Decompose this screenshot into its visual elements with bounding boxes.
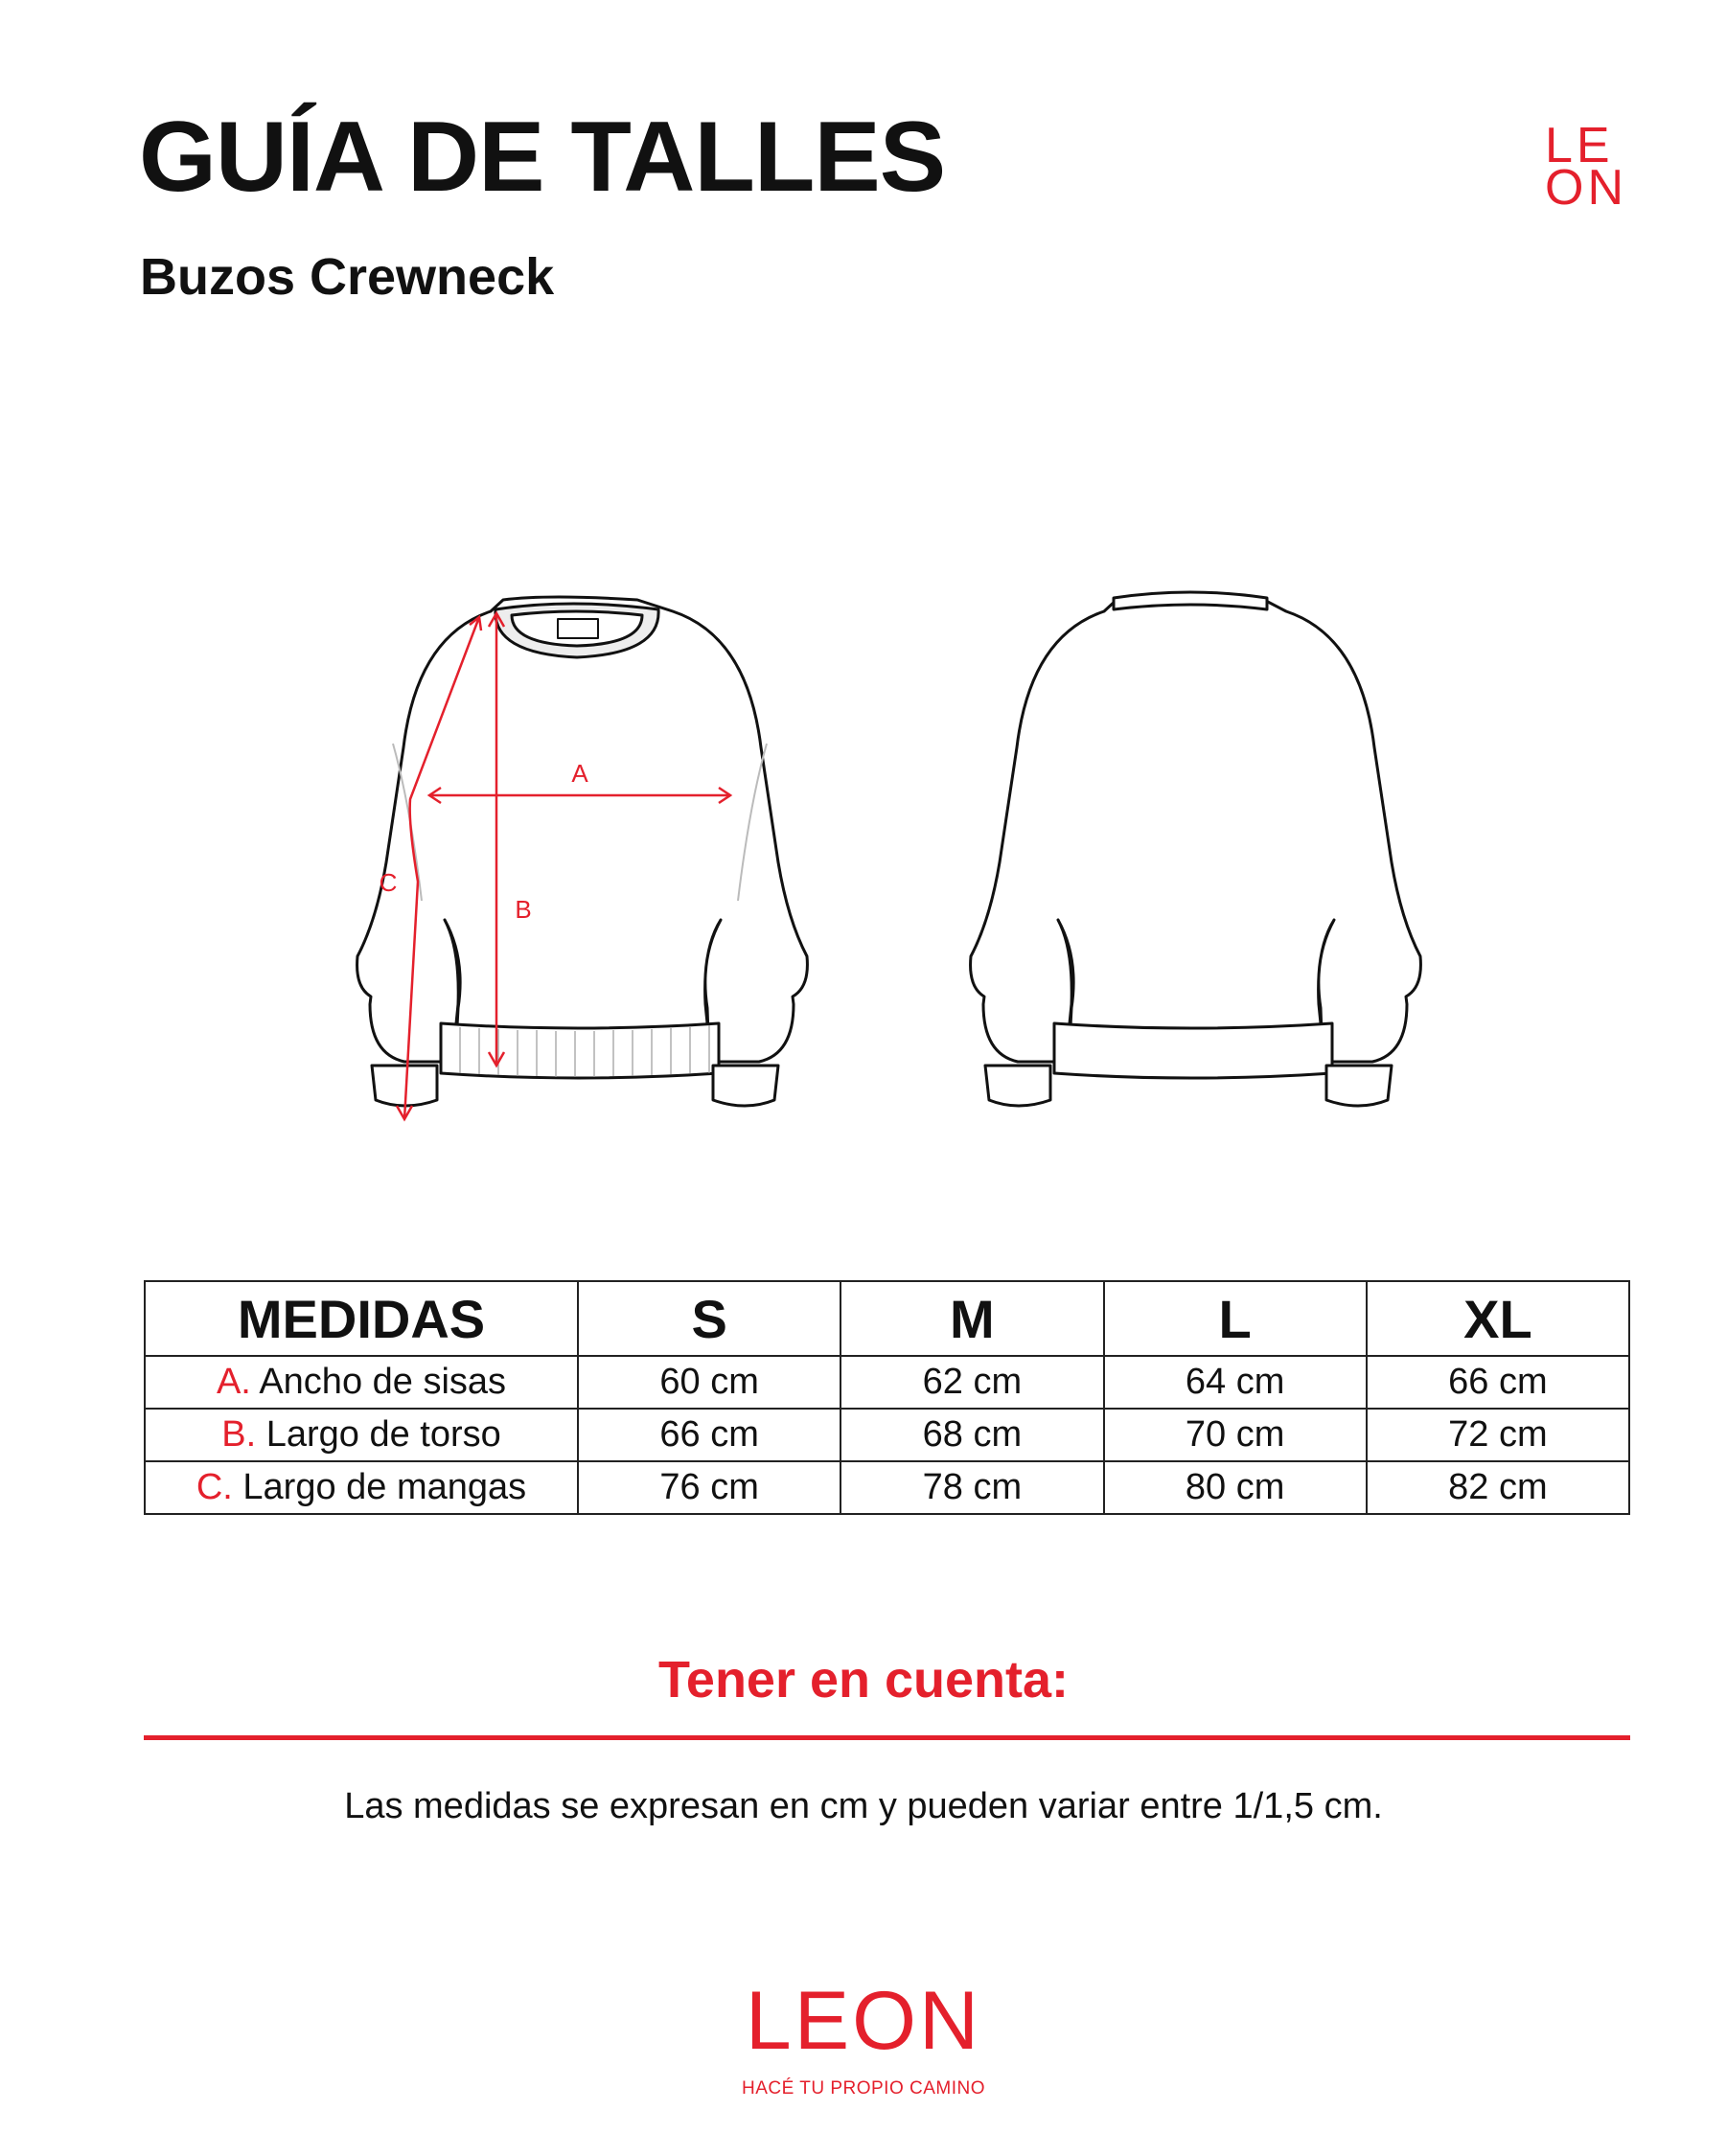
header-size-xl: XL xyxy=(1367,1281,1629,1356)
table-row xyxy=(145,1409,1629,1461)
measure-letter: C. xyxy=(196,1467,233,1507)
page-title: GUÍA DE TALLES xyxy=(139,102,946,213)
table-row xyxy=(145,1356,1629,1409)
header-size-m: M xyxy=(840,1281,1103,1356)
header-size-s: S xyxy=(578,1281,840,1356)
front-sweatshirt-illustration xyxy=(357,597,808,1106)
page-subtitle: Buzos Crewneck xyxy=(140,248,555,306)
measure-letter: A. xyxy=(216,1362,251,1402)
header-size-l: L xyxy=(1104,1281,1367,1356)
table-cell: 60 cm xyxy=(578,1356,840,1409)
label-a: A xyxy=(571,759,588,788)
label-b: B xyxy=(515,895,532,924)
table-cell: 66 cm xyxy=(1367,1356,1629,1409)
footer-logo: LEON xyxy=(745,1975,982,2067)
table-cell: 82 cm xyxy=(1367,1461,1629,1514)
table-cell: 62 cm xyxy=(840,1356,1103,1409)
measure-name: Largo de torso xyxy=(265,1414,501,1455)
note-title: Tener en cuenta: xyxy=(657,1651,1070,1709)
table-cell: 72 cm xyxy=(1367,1409,1629,1461)
measure-name: Largo de mangas xyxy=(242,1467,527,1507)
table-row xyxy=(145,1461,1629,1514)
label-c: C xyxy=(379,868,398,897)
note-divider xyxy=(144,1735,1630,1740)
table-cell: 70 cm xyxy=(1104,1409,1367,1461)
logo-top-text: LE xyxy=(1545,118,1614,173)
table-cell: 64 cm xyxy=(1104,1356,1367,1409)
header-medidas: MEDIDAS xyxy=(145,1281,578,1356)
footer-tagline: HACÉ TU PROPIO CAMINO xyxy=(741,2078,985,2099)
table-cell: 68 cm xyxy=(840,1409,1103,1461)
measure-name: Ancho de sisas xyxy=(259,1362,507,1402)
logo-bottom-text: ON xyxy=(1545,160,1627,216)
measure-label xyxy=(145,1356,578,1409)
size-table xyxy=(144,1280,1630,1515)
table-header-row xyxy=(145,1281,1629,1356)
measure-label xyxy=(145,1461,578,1514)
table-cell: 66 cm xyxy=(578,1409,840,1461)
sweatshirt-diagram xyxy=(326,575,1457,1131)
table-cell: 76 cm xyxy=(578,1461,840,1514)
back-sweatshirt-illustration xyxy=(971,592,1421,1106)
table-cell: 80 cm xyxy=(1104,1461,1367,1514)
note-text: Las medidas se expresan en cm y pueden variar entre 1/1,5 cm. xyxy=(344,1786,1383,1826)
measure-letter: B. xyxy=(221,1414,257,1455)
table-cell: 78 cm xyxy=(840,1461,1103,1514)
brand-logo-corner xyxy=(1545,118,1627,216)
measure-label xyxy=(145,1409,578,1461)
